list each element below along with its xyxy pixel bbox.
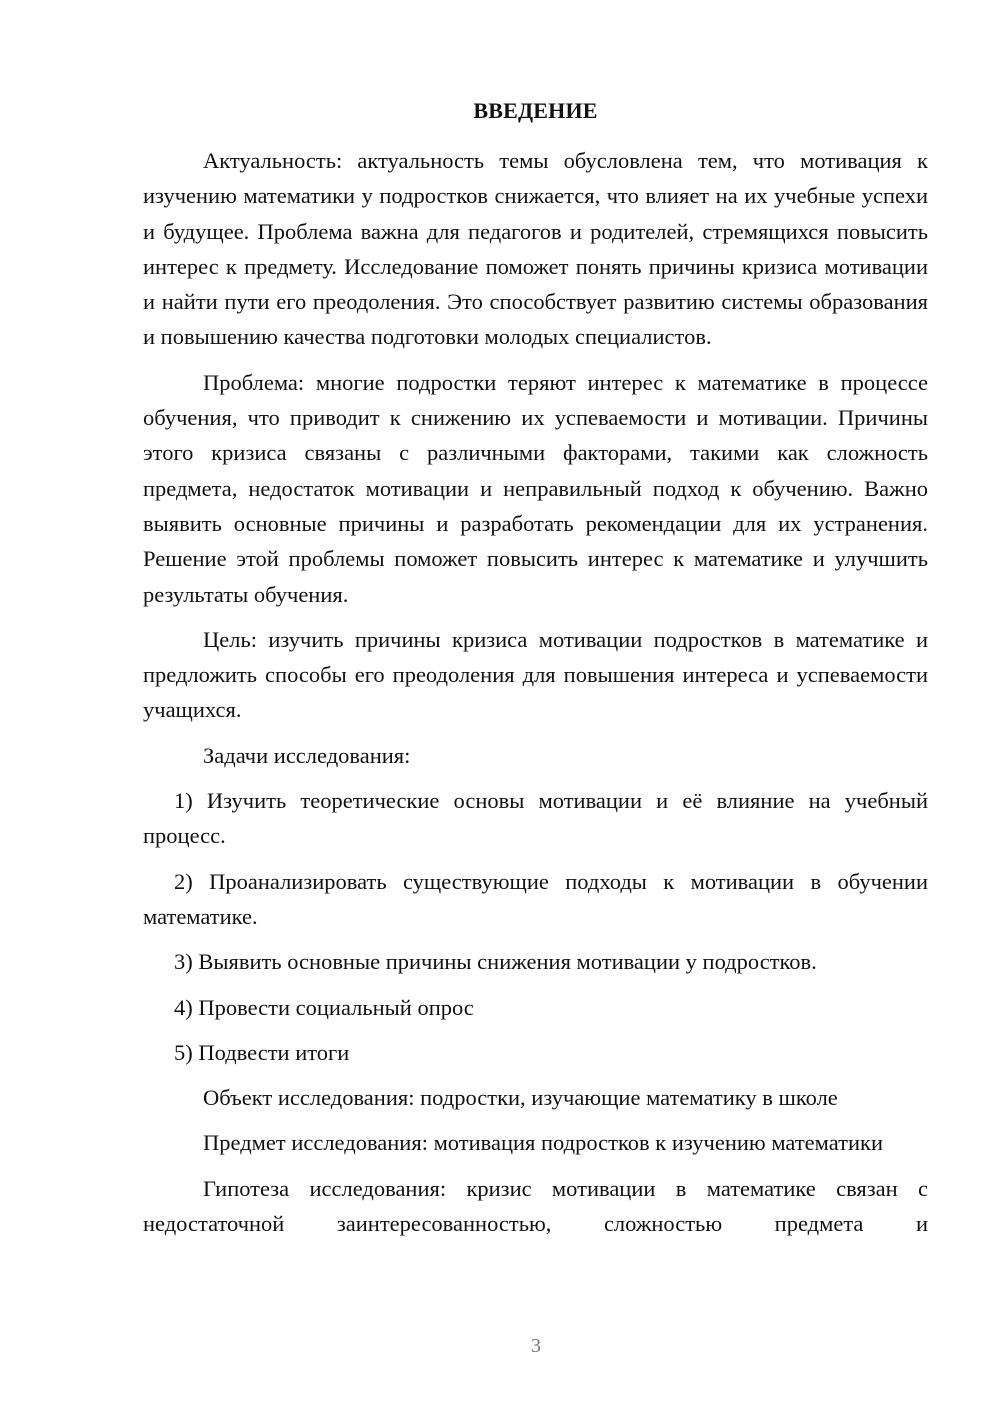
task-item-5: 5) Подвести итоги (174, 1039, 350, 1065)
relevance-paragraph: Актуальность: актуальность темы обусловлена тем, что мотивация к изучению математики у подростков снижается, что влияет на их учебные успехи и будущее. Проблема важна для педагогов и родителей, стремящихся повысить интерес к предмету. Исследование поможет понять причины кризиса мотивации и найти пути его преодоления. Это способствует развитию системы образования и повышению качества подготовки молодых специалистов. (143, 148, 928, 350)
goal-paragraph: Цель: изучить причины кризиса мотивации подростков в математике и предложить способы его преодоления для повышения интереса и успеваемости учащихся. (143, 626, 928, 723)
task-item-3: 3) Выявить основные причины снижения мотивации у подростков. (174, 949, 817, 975)
task-item-2: 2) Проанализировать существующие подходы к мотивации в обучении математике. (143, 868, 928, 929)
page-number: 3 (531, 1335, 541, 1357)
problem-paragraph: Проблема: многие подростки теряют интерес к математике в процессе обучения, что приводит к снижению их успеваемости и мотивации. Причины этого кризиса связаны с различными факторами, такими как сложность предмета, недостаток мотивации и неправильный подход к обучению. Важно выявить основные причины и разработать рекомендации для их устранения. Решение этой проблемы поможет повысить интерес к математике и улучшить результаты обучения. (143, 369, 928, 607)
task-item-1: 1) Изучить теоретические основы мотивации и её влияние на учебный процесс. (143, 788, 928, 849)
subject-paragraph: Предмет исследования: мотивация подростков к изучению математики (203, 1130, 883, 1156)
task-item-4: 4) Провести социальный опрос (174, 994, 474, 1020)
tasks-title: Задачи исследования: (203, 742, 411, 768)
section-heading: ВВЕДЕНИЕ (473, 98, 598, 123)
document-page (143, 96, 928, 1251)
object-paragraph: Объект исследования: подростки, изучающие математику в школе (203, 1085, 838, 1111)
hypothesis-paragraph: Гипотеза исследования: кризис мотивации в математике связан с недостаточной заинтересованностью, сложностью предмета и (143, 1175, 928, 1237)
